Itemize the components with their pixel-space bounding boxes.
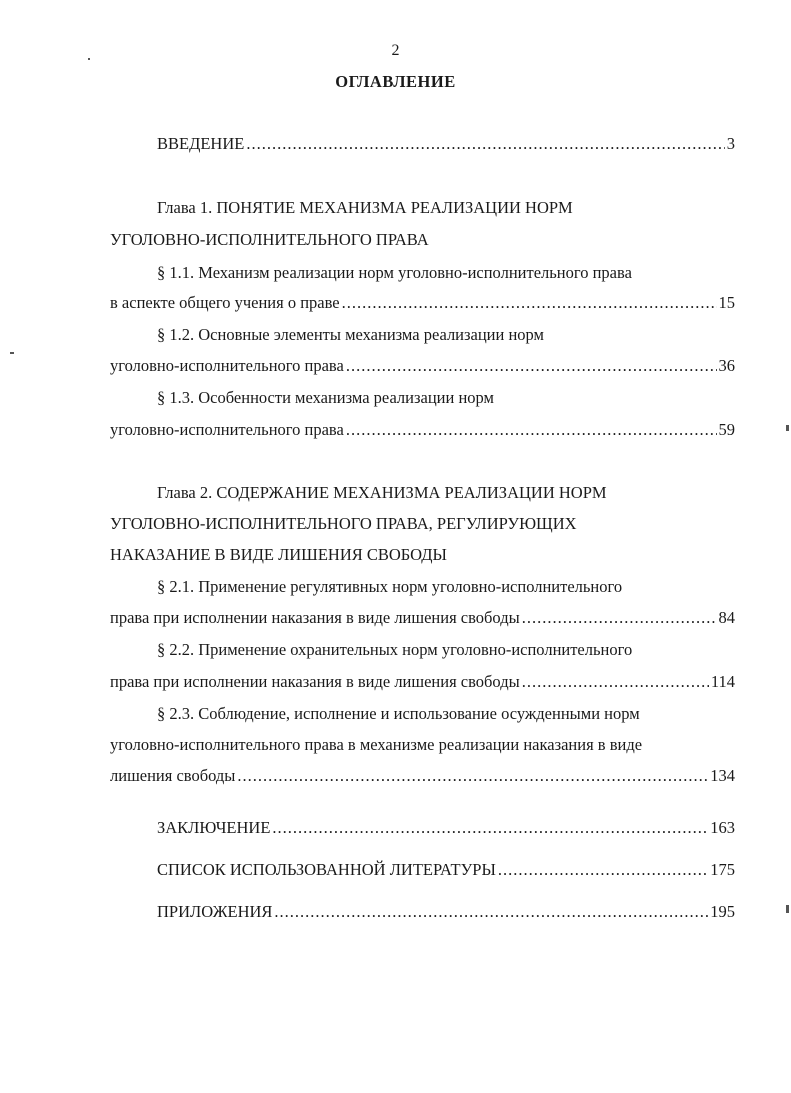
leader-dots bbox=[237, 766, 708, 786]
section-title[interactable]: § 2.2. Применение охранительных норм уголовно-исполнительного bbox=[157, 640, 633, 659]
scan-speck bbox=[786, 905, 789, 913]
leader-dots bbox=[522, 608, 717, 628]
section-title[interactable]: § 1.3. Особенности механизма реализации норм bbox=[157, 388, 494, 407]
toc-page-number: 163 bbox=[710, 818, 735, 837]
section-title[interactable]: § 1.2. Основные элементы механизма реализации норм bbox=[157, 325, 544, 344]
leader-dots bbox=[246, 134, 724, 154]
toc-entry-label: ВВЕДЕНИЕ bbox=[157, 134, 245, 153]
toc-entry-section[interactable] bbox=[110, 356, 735, 376]
toc-page-number: 114 bbox=[710, 672, 735, 691]
section-title[interactable]: § 2.3. Соблюдение, исполнение и использование осужденными норм bbox=[157, 704, 640, 723]
leader-dots bbox=[346, 420, 717, 440]
leader-dots bbox=[272, 818, 708, 838]
toc-page-number: 175 bbox=[710, 860, 735, 879]
toc-entry-section[interactable] bbox=[110, 672, 735, 692]
toc-entry-label: в аспекте общего учения о праве bbox=[110, 293, 340, 312]
toc-entry-conclusion[interactable] bbox=[157, 818, 735, 838]
page-number: 2 bbox=[391, 42, 400, 59]
toc-page-number: 134 bbox=[710, 766, 735, 785]
toc-entry-bibliography[interactable] bbox=[157, 860, 735, 880]
toc-entry-label: права при исполнении наказания в виде лишения свободы bbox=[110, 672, 520, 691]
chapter-heading-continued: УГОЛОВНО-ИСПОЛНИТЕЛЬНОГО ПРАВА bbox=[110, 230, 429, 249]
toc-entry-appendices[interactable] bbox=[157, 902, 735, 922]
toc-page-number: 3 bbox=[726, 134, 735, 153]
toc-entry-label: права при исполнении наказания в виде лишения свободы bbox=[110, 608, 520, 627]
toc-page-number: 36 bbox=[718, 356, 735, 375]
leader-dots bbox=[346, 356, 717, 376]
toc-entry-label: уголовно-исполнительного права bbox=[110, 420, 344, 439]
toc-entry-intro[interactable] bbox=[157, 134, 735, 154]
leader-dots bbox=[522, 672, 709, 692]
page-title: ОГЛАВЛЕНИЕ bbox=[335, 72, 456, 91]
toc-page-number: 84 bbox=[718, 608, 735, 627]
toc-page-number: 15 bbox=[718, 293, 735, 312]
scan-speck bbox=[10, 352, 14, 354]
toc-entry-label: уголовно-исполнительного права bbox=[110, 356, 344, 375]
chapter-heading[interactable]: Глава 1. ПОНЯТИЕ МЕХАНИЗМА РЕАЛИЗАЦИИ НОРМ bbox=[157, 198, 573, 217]
leader-dots bbox=[342, 293, 717, 313]
toc-entry-label: лишения свободы bbox=[110, 766, 236, 785]
scan-speck bbox=[786, 425, 789, 431]
toc-entry-label: СПИСОК ИСПОЛЬЗОВАННОЙ ЛИТЕРАТУРЫ bbox=[157, 860, 496, 879]
toc-entry-label: ЗАКЛЮЧЕНИЕ bbox=[157, 818, 271, 837]
toc-page-number: 195 bbox=[710, 902, 735, 921]
chapter-heading[interactable]: Глава 2. СОДЕРЖАНИЕ МЕХАНИЗМА РЕАЛИЗАЦИИ НОРМ bbox=[157, 483, 607, 502]
leader-dots bbox=[274, 902, 708, 922]
chapter-heading-continued: УГОЛОВНО-ИСПОЛНИТЕЛЬНОГО ПРАВА, РЕГУЛИРУЮЩИХ bbox=[110, 514, 577, 533]
section-title-continued: уголовно-исполнительного права в механизме реализации наказания в виде bbox=[110, 735, 643, 754]
toc-page-number: 59 bbox=[718, 420, 735, 439]
chapter-heading-continued: НАКАЗАНИЕ В ВИДЕ ЛИШЕНИЯ СВОБОДЫ bbox=[110, 545, 447, 564]
scan-speck bbox=[88, 58, 90, 60]
toc-entry-section[interactable] bbox=[110, 766, 735, 786]
leader-dots bbox=[498, 860, 708, 880]
toc-entry-section[interactable] bbox=[110, 608, 735, 628]
toc-entry-section[interactable] bbox=[110, 420, 735, 440]
toc-entry-label: ПРИЛОЖЕНИЯ bbox=[157, 902, 273, 921]
toc-entry-section[interactable] bbox=[110, 293, 735, 313]
section-title[interactable]: § 1.1. Механизм реализации норм уголовно-исполнительного права bbox=[157, 263, 632, 282]
section-title[interactable]: § 2.1. Применение регулятивных норм уголовно-исполнительного bbox=[157, 577, 623, 596]
